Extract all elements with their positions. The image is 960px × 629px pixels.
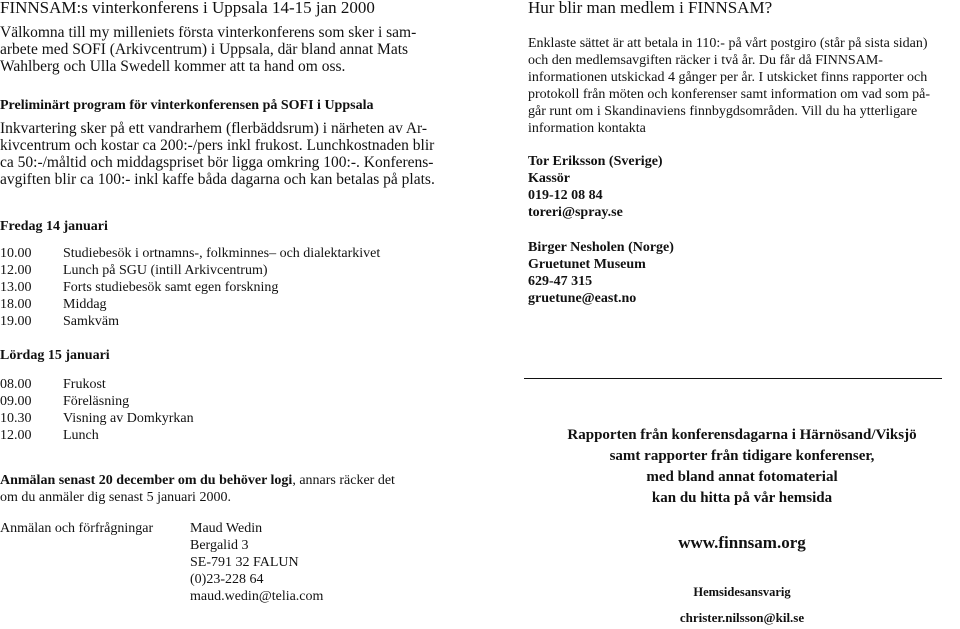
membership-text: [528, 35, 960, 137]
schedule-time: 12.00: [0, 428, 32, 443]
contact-postal: SE-791 32 FALUN: [190, 555, 299, 570]
schedule-time: 18.00: [0, 297, 32, 312]
contact-email[interactable]: maud.wedin@telia.com: [190, 589, 324, 604]
schedule-row: [0, 410, 500, 427]
report-line: samt rapporter från tidigare konferenser,: [609, 448, 875, 464]
horizontal-divider: [524, 378, 942, 379]
schedule-time: 08.00: [0, 377, 32, 392]
schedule-text: Samkväm: [63, 314, 119, 329]
program-line: avgiften blir ca 100:- inkl kaffe båda dagarna och kan betalas på plats.: [0, 171, 435, 188]
contact-street: Bergalid 3: [190, 538, 249, 553]
program-text: [0, 120, 500, 188]
friday-heading: Fredag 14 januari: [0, 219, 108, 234]
schedule-text: Visning av Domkyrkan: [63, 411, 194, 426]
membership-line: information kontakta: [528, 121, 646, 136]
schedule-row: [0, 245, 500, 262]
program-line: Inkvartering sker på ett vandrarhem (flerbäddsrum) i närheten av Ar-: [0, 120, 428, 137]
contact-role: Kassör: [528, 171, 570, 186]
schedule-text: Föreläsning: [63, 394, 130, 409]
deadline-bold: Anmälan senast 20 december om du behöver logi: [0, 473, 293, 488]
contact-sweden: [528, 153, 663, 221]
schedule-row: [0, 279, 500, 296]
schedule-time: 10.30: [0, 411, 32, 426]
website-link[interactable]: www.finnsam.org: [678, 533, 806, 552]
saturday-heading: Lördag 15 januari: [0, 348, 110, 363]
contact-label: Anmälan och förfrågningar: [0, 521, 154, 536]
webmaster-label: Hemsidesansvarig: [693, 585, 791, 599]
membership-line: informationen utskickad 4 gånger per år. I utskicket finns rapporter och: [528, 70, 928, 85]
intro-paragraph: [0, 24, 500, 75]
schedule-text: Lunch på SGU (intill Arkivcentrum): [63, 263, 268, 278]
deadline-rest: , annars räcker det: [292, 473, 395, 488]
deadline-line: [0, 472, 500, 489]
membership-line: och den medlemsavgiften räcker i två år. Du får då FINNSAM-: [528, 53, 883, 68]
saturday-schedule: [0, 376, 500, 444]
contact-name: Birger Nesholen (Norge): [528, 240, 674, 255]
registration-deadline: [0, 472, 500, 506]
membership-line: Enklaste sättet är att betala in 110:- på vårt postgiro (står på sista sidan): [528, 36, 928, 51]
intro-line: arbete med SOFI (Arkivcentrum) i Uppsala, där bland annat Mats: [0, 41, 409, 58]
friday-schedule: [0, 245, 500, 330]
membership-line: går runt om i Skandinaviens finnbygdsområden. Vill du ha ytterligare: [528, 104, 918, 119]
contact-phone: 629-47 315: [528, 274, 593, 289]
contact-phone: (0)23-228 64: [190, 572, 264, 587]
webmaster-email[interactable]: christer.nilsson@kil.se: [679, 610, 805, 625]
contact-name: Maud Wedin: [190, 521, 263, 536]
contact-address: [190, 520, 323, 605]
report-line: kan du hitta på vår hemsida: [651, 490, 833, 506]
schedule-text: Frukost: [63, 377, 106, 392]
contact-organization: Gruetunet Museum: [528, 257, 646, 272]
contact-name: Tor Eriksson (Sverige): [528, 154, 663, 169]
program-heading: Preliminärt program för vinterkonferensen på SOFI i Uppsala: [0, 98, 374, 113]
schedule-text: Lunch: [63, 428, 99, 443]
schedule-row: [0, 427, 500, 444]
schedule-time: 19.00: [0, 314, 32, 329]
conference-title: FINNSAM:s vinterkonferens i Uppsala 14-15 jan 2000: [0, 0, 375, 17]
membership-title: Hur blir man medlem i FINNSAM?: [528, 0, 773, 17]
deadline-line: om du anmäler dig senast 5 januari 2000.: [0, 490, 231, 505]
contact-phone: 019-12 08 84: [528, 188, 603, 203]
report-notice: [524, 425, 960, 509]
contact-email[interactable]: toreri@spray.se: [528, 205, 623, 220]
report-line: med bland annat fotomaterial: [646, 469, 838, 485]
schedule-row: [0, 313, 500, 330]
schedule-time: 13.00: [0, 280, 32, 295]
schedule-time: 10.00: [0, 246, 32, 261]
schedule-time: 09.00: [0, 394, 32, 409]
intro-line: Välkomna till my milleniets första vinterkonferens som sker i sam-: [0, 24, 417, 41]
schedule-row: [0, 296, 500, 313]
contact-email[interactable]: gruetune@east.no: [528, 291, 637, 306]
schedule-text: Middag: [63, 297, 107, 312]
schedule-row: [0, 393, 500, 410]
schedule-row: [0, 376, 500, 393]
report-line: Rapporten från konferensdagarna i Härnösand/Viksjö: [567, 427, 917, 443]
schedule-text: Forts studiebesök samt egen forskning: [63, 280, 279, 295]
membership-line: protokoll från möten och konferenser samt information om vad som på-: [528, 87, 931, 102]
program-line: kivcentrum och kostar ca 200:-/pers inkl frukost. Lunchkostnaden blir: [0, 137, 435, 154]
intro-line: Wahlberg och Ulla Swedell kommer att ta hand om oss.: [0, 58, 346, 75]
program-line: ca 50:-/måltid och middagspriset bör ligga omkring 100:-. Konferens-: [0, 154, 434, 171]
schedule-text: Studiebesök i ortnamns-, folkminnes– och dialektarkivet: [63, 246, 381, 261]
schedule-row: [0, 262, 500, 279]
contact-norway: [528, 239, 674, 307]
schedule-time: 12.00: [0, 263, 32, 278]
